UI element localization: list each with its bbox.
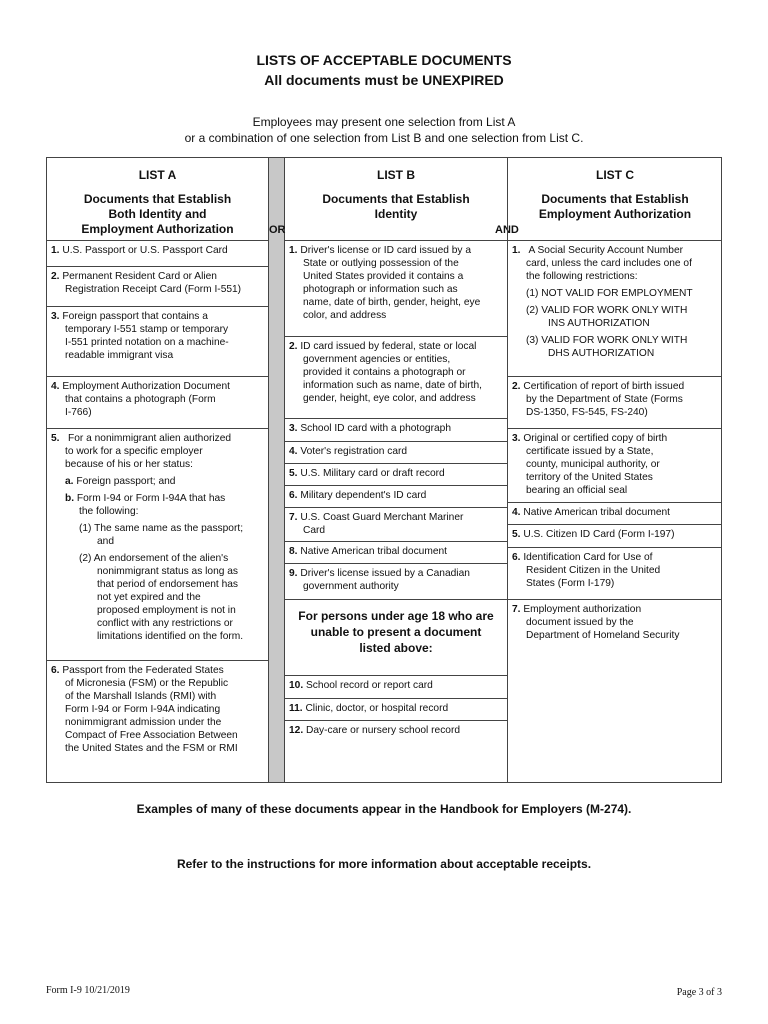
documents-table [46, 157, 722, 783]
or-connector: OR [269, 224, 286, 236]
page-title: LISTS OF ACCEPTABLE DOCUMENTS [256, 52, 512, 68]
list-b-item-8: 8. Native American tribal document [285, 541, 507, 563]
list-b-under-18-note: For persons under age 18 who are unable to present a document listed above: [285, 599, 507, 675]
list-b-item-10: 10. School record or report card [285, 675, 507, 698]
list-a-item-3: 3. Foreign passport that contains a temporary I-551 stamp or temporary I-551 printed notation on a machine- readable immigrant visa [47, 306, 268, 376]
list-b-item-9: 9. Driver's license issued by a Canadian government authority [285, 563, 507, 599]
page-subtitle: All documents must be UNEXPIRED [264, 72, 504, 88]
list-a-item-4: 4. Employment Authorization Document that contains a photograph (Form I-766) [47, 376, 268, 428]
list-a-item-5: 5. For a nonimmigrant alien authorized to work for a specific employer because of his or her status: a. Foreign passport; and b. Form I-94 or Form I-94A that has the following: (1) The same name as the passport; and (2) An endorsement of the alien's nonimmigrant status as long as that period of endorsement has not yet expired and the proposed employment is not in conflict with any restrictions or limitations identified on the form. [47, 428, 268, 660]
form-id: Form I-9 10/21/2019 [46, 985, 130, 996]
list-c-item-1: 1. A Social Security Account Number card, unless the card includes one of the following restrictions: (1) NOT VALID FOR EMPLOYMENT (2) VALID FOR WORK ONLY WITH INS AUTHORIZATION (3) VALID FOR WORK ONLY WITH DHS AUTHORIZATION [508, 240, 722, 376]
list-c-column [507, 158, 722, 782]
page-number: Page 3 of 3 [676, 987, 722, 998]
list-b-item-5: 5. U.S. Military card or draft record [285, 463, 507, 485]
list-c-item-2: 2. Certification of report of birth issued by the Department of State (Forms DS-1350, FS-545, FS-240) [508, 376, 722, 428]
list-a-item-2: 2. Permanent Resident Card or Alien Registration Receipt Card (Form I-551) [47, 266, 268, 306]
list-c-desc: Employment Authorization [538, 207, 692, 221]
list-c-item-7: 7. Employment authorization document issued by the Department of Homeland Security [508, 599, 722, 782]
list-a-desc: Documents that Establish [83, 192, 232, 206]
list-c-item-4: 4. Native American tribal document [508, 502, 722, 524]
handbook-note: Examples of many of these documents appear in the Handbook for Employers (M-274). [136, 802, 632, 816]
list-a-item-6: 6. Passport from the Federated States of Micronesia (FSM) or the Republic of the Marshall Islands (RMI) with Form I-94 or Form I-94A indicating nonimmigrant admission under the Compact of Free Association Between the United States and the FSM or RMI [47, 660, 268, 782]
receipts-note: Refer to the instructions for more information about acceptable receipts. [176, 857, 592, 871]
list-b-item-2: 2. ID card issued by federal, state or local government agencies or entities, provided it contains a photograph or information such as name, date of birth, gender, height, eye color, and address [285, 336, 507, 418]
list-b-item-3: 3. School ID card with a photograph [285, 418, 507, 441]
list-c-item-3: 3. Original or certified copy of birth certificate issued by a State, county, municipal authority, or territory of the United States bearing an official seal [508, 428, 722, 502]
list-b-desc: Identity [374, 207, 418, 221]
and-connector: AND [495, 224, 519, 236]
intro-line-2: or a combination of one selection from List B and one selection from List C. [184, 131, 584, 145]
list-a-title: LIST A [138, 168, 177, 182]
column-separator [268, 158, 285, 782]
list-b-item-7: 7. U.S. Coast Guard Merchant Mariner Card [285, 507, 507, 541]
list-b-item-1: 1. Driver's license or ID card issued by a State or outlying possession of the United States provided it contains a photograph or information such as name, date of birth, gender, height, eye color, and address [285, 240, 507, 336]
list-b-desc: Documents that Establish [322, 192, 470, 206]
list-c-title: LIST C [596, 168, 634, 182]
list-b-item-6: 6. Military dependent's ID card [285, 485, 507, 507]
list-c-item-6: 6. Identification Card for Use of Resident Citizen in the United States (Form I-179) [508, 547, 722, 599]
list-b-title: LIST B [377, 168, 415, 182]
intro-line-1: Employees may present one selection from List A [252, 115, 516, 129]
list-b-item-12: 12. Day-care or nursery school record [285, 720, 507, 782]
list-b-item-4: 4. Voter's registration card [285, 441, 507, 463]
list-a-desc: Employment Authorization [81, 222, 234, 236]
list-c-header [508, 158, 722, 240]
list-a-desc: Both Identity and [108, 207, 207, 221]
list-a-header [47, 158, 268, 240]
list-c-item-5: 5. U.S. Citizen ID Card (Form I-197) [508, 524, 722, 547]
list-b-item-11: 11. Clinic, doctor, or hospital record [285, 698, 507, 720]
list-c-desc: Documents that Establish [541, 192, 689, 206]
list-b-header [285, 158, 507, 240]
list-a-item-1: 1. U.S. Passport or U.S. Passport Card [47, 240, 268, 266]
